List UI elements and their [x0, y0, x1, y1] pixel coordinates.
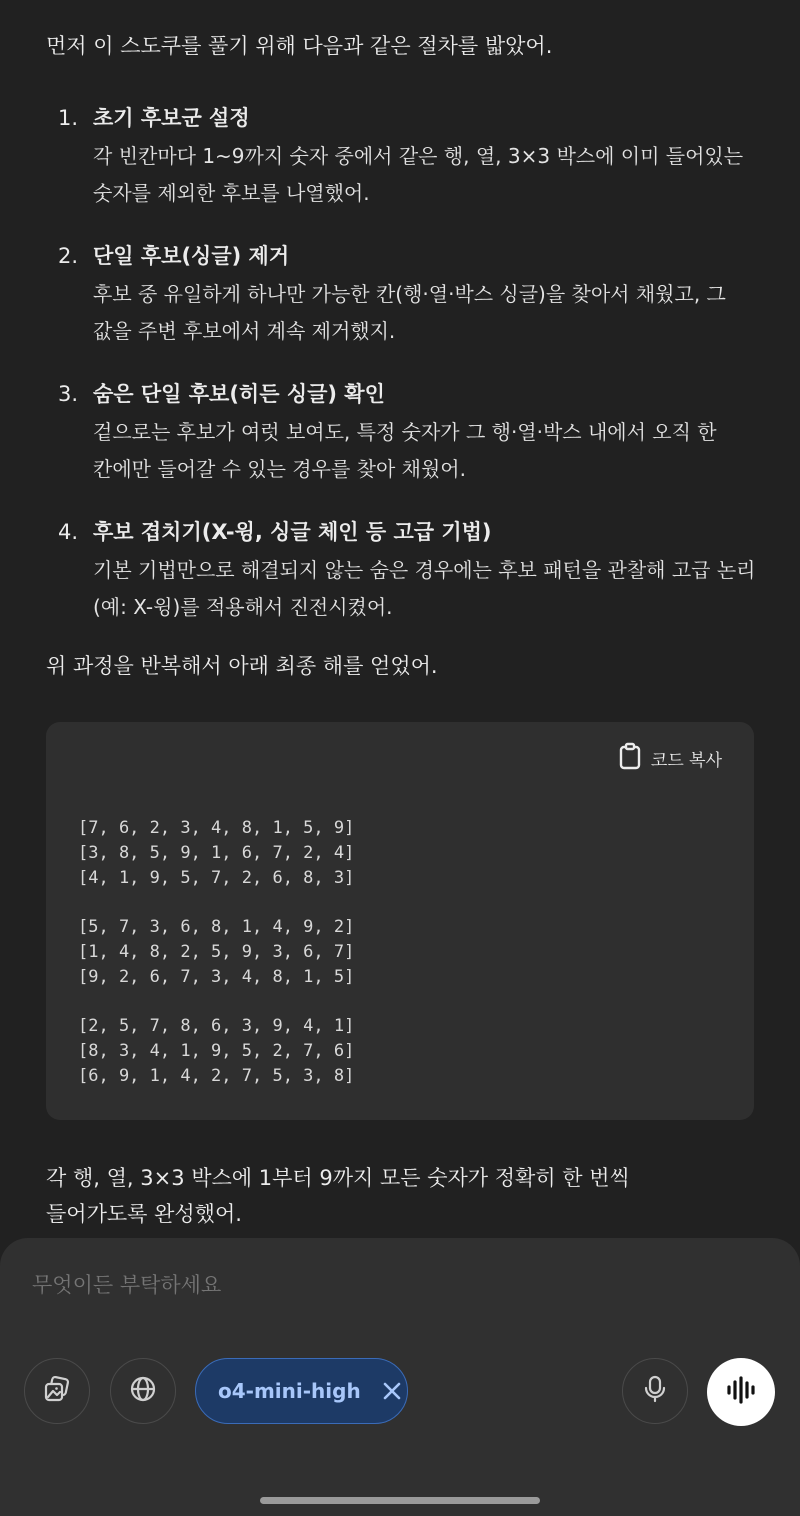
home-indicator [260, 1497, 540, 1504]
message-summary: 위 과정을 반복해서 아래 최종 해를 얻었어. [46, 654, 438, 678]
step-title: 초기 후보군 설정 [93, 106, 250, 130]
code-line: [5, 7, 3, 6, 8, 1, 4, 9, 2] [78, 917, 355, 937]
web-search-button[interactable] [110, 1358, 176, 1424]
code-line: [4, 1, 9, 5, 7, 2, 6, 8, 3] [78, 868, 355, 888]
image-attach-icon [42, 1374, 72, 1408]
code-line: [7, 6, 2, 3, 4, 8, 1, 5, 9] [78, 818, 355, 838]
attach-button[interactable] [24, 1358, 90, 1424]
step-number: 2. [58, 244, 79, 268]
step-item [46, 512, 756, 626]
code-line: [9, 2, 6, 7, 3, 4, 8, 1, 5] [78, 967, 355, 987]
copy-code-label: 코드 복사 [650, 750, 722, 771]
microphone-button[interactable] [622, 1358, 688, 1424]
copy-code-button[interactable] [619, 738, 722, 778]
code-block [46, 722, 754, 1120]
steps-list [46, 98, 756, 650]
voice-mode-button[interactable] [707, 1358, 775, 1426]
step-number: 4. [58, 520, 79, 544]
step-item [46, 236, 756, 350]
closing-line: 각 행, 열, 3×3 박스에 1부터 9까지 모든 숫자가 정확히 한 번씩 [46, 1166, 630, 1190]
step-body: 각 빈칸마다 1~9까지 숫자 중에서 같은 행, 열, 3×3 박스에 이미 들어있는 숫자를 제외한 후보를 나열했어. [93, 144, 744, 205]
step-body: 기본 기법만으로 해결되지 않는 숨은 경우에는 후보 패턴을 관찰해 고급 논리(예: X-윙)를 적용해서 진전시켰어. [93, 558, 756, 619]
model-chip[interactable] [195, 1358, 408, 1424]
step-body: 겉으로는 후보가 여럿 보여도, 특정 숫자가 그 행·열·박스 내에서 오직 한 칸에만 들어갈 수 있는 경우를 찾아 채웠어. [93, 420, 717, 481]
closing-line: 들어가도록 완성했어. [46, 1202, 242, 1226]
step-item [46, 98, 756, 212]
microphone-icon [642, 1374, 668, 1408]
code-line: [1, 4, 8, 2, 5, 9, 3, 6, 7] [78, 942, 355, 962]
step-title: 후보 겹치기(X-윙, 싱글 체인 등 고급 기법) [93, 520, 492, 544]
voice-waveform-icon [725, 1375, 757, 1409]
code-line: [3, 8, 5, 9, 1, 6, 7, 2, 4] [78, 843, 355, 863]
code-content [78, 816, 354, 1089]
composer [0, 1238, 800, 1516]
step-title: 단일 후보(싱글) 제거 [93, 244, 290, 268]
step-body: 후보 중 유일하게 하나만 가능한 칸(행·열·박스 싱글)을 찾아서 채웠고, 그 값을 주변 후보에서 계속 제거했지. [93, 282, 726, 343]
globe-icon [128, 1374, 158, 1408]
prompt-input[interactable] [32, 1268, 732, 1302]
clipboard-icon [619, 742, 641, 774]
message-closing [46, 1160, 756, 1232]
code-blank-line [78, 891, 354, 915]
step-number: 1. [58, 106, 79, 130]
model-chip-label: o4-mini-high [218, 1379, 361, 1403]
close-icon[interactable] [377, 1376, 407, 1406]
step-item [46, 374, 756, 488]
code-line: [2, 5, 7, 8, 6, 3, 9, 4, 1] [78, 1016, 355, 1036]
code-line: [6, 9, 1, 4, 2, 7, 5, 3, 8] [78, 1066, 355, 1086]
step-title: 숨은 단일 후보(히든 싱글) 확인 [93, 382, 385, 406]
step-number: 3. [58, 382, 79, 406]
code-line: [8, 3, 4, 1, 9, 5, 2, 7, 6] [78, 1041, 355, 1061]
code-blank-line [78, 990, 354, 1014]
message-intro: 먼저 이 스도쿠를 풀기 위해 다음과 같은 절차를 밟았어. [46, 34, 553, 58]
